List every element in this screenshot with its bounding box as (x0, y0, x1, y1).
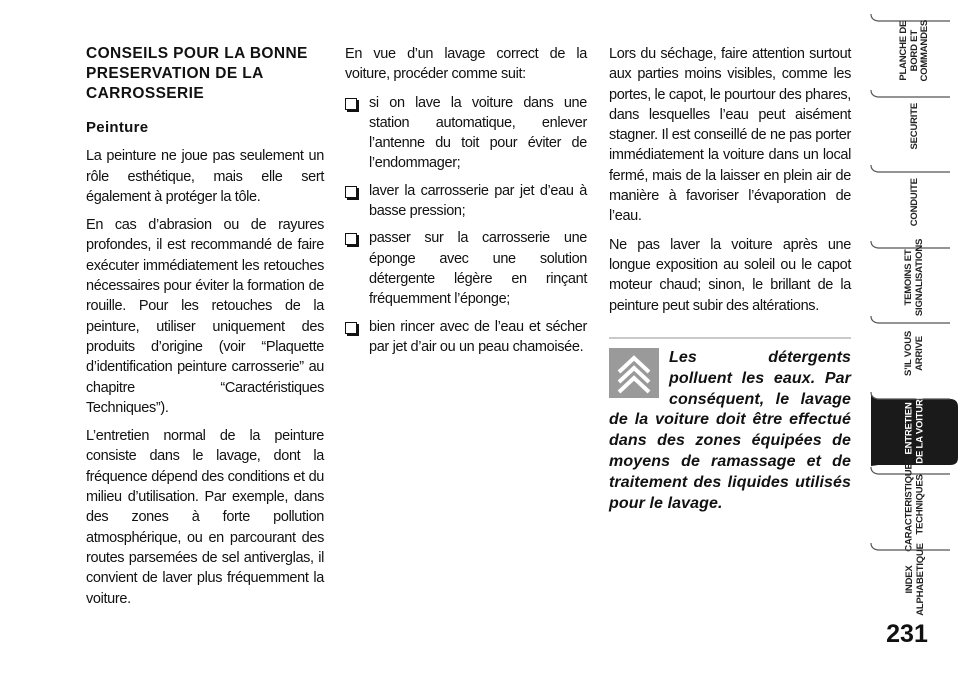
section-title: CONSEILS POUR LA BONNE PRESERVATION DE LA CARROSSERIE (86, 45, 308, 102)
paragraph: La peinture ne joue pas seulement un rôle esthétique, mais elle sert également à protéger la tôle. (86, 148, 324, 205)
list-item: bien rincer avec de l’eau et sécher par jet d’air ou un peau chamoisée. (345, 317, 587, 358)
paragraph: En cas d’abrasion ou de rayures profondes, il est recommandé de faire exécuter immédiatement les retouches nécessaires pour éviter la formation de rouille. Pour les retouches de la peinture, utiliser uniquement des produits d’origine (voir “Plaquette d’identification peinture carrosserie” au chapitre “Caractéristiques Techniques”). (86, 217, 324, 416)
page-number: 231 (886, 620, 928, 648)
chapter-tabs (870, 14, 960, 652)
washing-steps-list (345, 93, 587, 358)
chapter-tab-label: ENTRETIEN DE LA VOITURE (903, 393, 926, 464)
chapter-tab[interactable] (870, 14, 960, 88)
chapter-tab[interactable] (870, 543, 960, 617)
chapter-tab-label: INDEX ALPHABETIQUE (903, 543, 925, 616)
paragraph-intro: En vue d’un lavage correct de la voiture, procéder comme suit: (345, 46, 587, 83)
chapter-tab[interactable] (870, 165, 960, 239)
chapter-tab-label: SECURITE (908, 103, 920, 150)
list-item: laver la carrosserie par jet d’eau à basse pression; (345, 181, 587, 222)
list-item: si on lave la voiture dans une station automatique, enlever l’antenne du toit pour éviter de l’endommager; (345, 93, 587, 174)
chapter-tab-label: PLANCHE DE BORD ET COMMANDES (898, 20, 931, 82)
environment-arrows-icon (609, 348, 659, 398)
checkbox-icon (345, 186, 357, 198)
checkbox-icon (345, 233, 357, 245)
chapter-tab-label: TEMOINS ET SIGNALISATIONS (903, 238, 925, 317)
chapter-tab-label: S’IL VOUS ARRIVE (903, 330, 925, 376)
environment-warning (609, 337, 851, 514)
warning-text: Les détergents polluent les eaux. Par conséquent, le lavage de la voiture doit être effectué dans des zones équipées de moyens de ramassage et de traitement des liquides utilisés pour le lavage. (609, 349, 851, 512)
chapter-tab[interactable] (870, 456, 960, 552)
column-right (609, 44, 851, 324)
chapter-tab-label: CARACTERISTIQUES TECHNIQUES (903, 456, 926, 552)
checkbox-icon (345, 322, 357, 334)
column-middle (345, 44, 587, 364)
paragraph: Lors du séchage, faire attention surtout aux parties moins visibles, comme les portes, le capot, le pourtour des phares, dans lesquelles l’eau peut aisément stagner. Il est conseillé de ne pas porter immédiatement la voiture dans un local fermé, mais de la laisser en plein air de manière à favoriser l’évaporation de l’eau. (609, 46, 851, 225)
subheading-paint: Peinture (86, 119, 149, 136)
paragraph: Ne pas laver la voiture après une longue exposition au soleil ou le capot moteur chaud; sinon, le brillant de la peinture peut subir des altérations. (609, 236, 851, 314)
chapter-tab-label: CONDUITE (908, 177, 920, 227)
chapter-tab[interactable] (870, 316, 960, 390)
chapter-tab[interactable] (870, 392, 960, 466)
chapter-tab[interactable] (870, 238, 960, 317)
checkbox-icon (345, 98, 357, 110)
list-item: passer sur la carrosserie une éponge avec une solution détergente légère en rinçant fréquemment l’éponge; (345, 228, 587, 309)
chapter-tab[interactable] (870, 90, 960, 164)
column-left (86, 44, 324, 617)
paragraph: L’entretien normal de la peinture consiste dans le lavage, dont la fréquence dépend des conditions et du milieu d’utilisation. Par exemple, dans des zones à forte pollution atmosphérique, ou en parcourant des routes parsemées de sel antiverglas, il convient de laver plus fréquemment la voiture. (86, 428, 324, 607)
